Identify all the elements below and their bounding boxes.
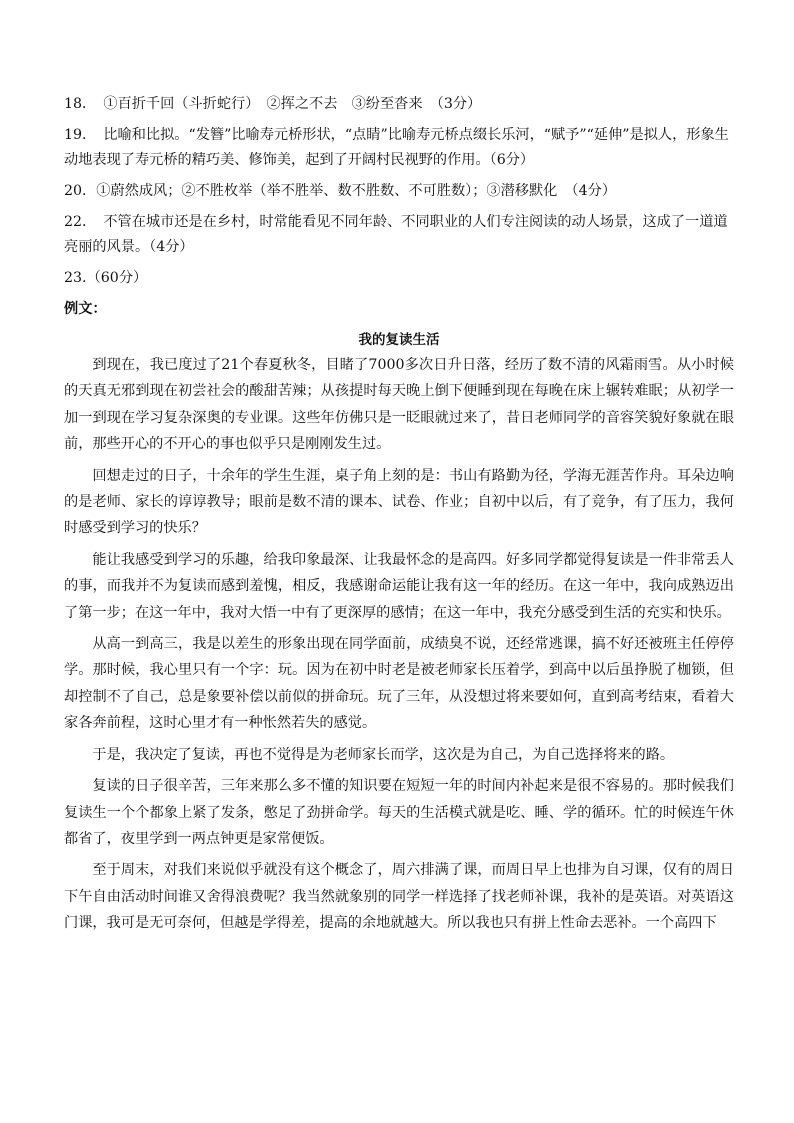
answer-number: 23. (64, 270, 87, 286)
answer-text: ①百折千回（斗折蛇行） ②挥之不去 ③纷至沓来 （3分） (103, 96, 482, 112)
answer-text: 不管在城市还是在乡村，时常能看见不同年龄、不同职业的人们专注阅读的动人场景，这成了一道道亮丽的风景。（4分） (64, 214, 728, 255)
answer-text: ①蔚然成风；②不胜枚举（举不胜举、数不胜数、不可胜数）；③潜移默化 （4分） (96, 183, 617, 199)
answer-text: 比喻和比拟。“发簪”比喻寿元桥形状，“点睛”比喻寿元桥点缀长乐河，“赋予”“延伸”是拟人，形象生动地表现了寿元桥的精巧美、修饰美，起到了开阔村民视野的作用。（6分） (64, 127, 729, 168)
answer-number: 18． (64, 96, 90, 112)
essay-paragraph: 到现在，我已度过了21个春夏秋冬，目睹了7000多次日升日落，经历了数不清的风霜雨雪。从小时候的天真无邪到现在初尝社会的酸甜苦辣；从孩提时每天晚上倒下便睡到现在每晚在床上辗转难眠；从初学一加一到现在学习复杂深奥的专业课。这些年仿佛只是一眨眼就过来了，昔日老师同学的音容笑貌好象就在眼前，那些开心的不开心的事也似乎只是刚刚发生过。 (64, 357, 734, 453)
answer-number: 22． (64, 214, 90, 230)
answer-23 (64, 266, 734, 291)
essay-paragraph: 复读的日子很辛苦，三年来那么多不懂的知识要在短短一年的时间内补起来是很不容易的。那时候我们复读生一个个都象上紧了发条，憋足了劲拼命学。每天的生活模式就是吃、睡、学的循环。忙的时候连午休都省了，夜里学到一两点钟更是家常便饭。 (64, 778, 734, 847)
answer-18 (64, 92, 734, 117)
answer-22 (64, 210, 734, 260)
essay-paragraph: 能让我感受到学习的乐趣，给我印象最深、让我最怀念的是高四。好多同学都觉得复读是一件非常丢人的事，而我并不为复读而感到羞愧，相反，我感谢命运能让我有这一年的经历。在这一年中，我向成熟迈出了第一步；在这一年中，我对大悟一中有了更深厚的感情；在这一年中，我充分感受到生活的充实和快乐。 (64, 551, 734, 621)
essay-paragraph: 于是，我决定了复读，再也不觉得是为老师家长而学，这次是为自己，为自己选择将来的路。 (92, 746, 675, 763)
essay-title: 我的复读生活 (358, 332, 440, 348)
answer-number: 19． (64, 127, 90, 143)
document-body (64, 92, 734, 942)
answer-19 (64, 123, 734, 173)
essay-paragraph: 回想走过的日子，十余年的学生生涯，桌子角上刻的是：书山有路勤为径，学海无涯苦作舟。耳朵边响的是老师、家长的谆谆教导；眼前是数不清的课本、试卷、作业；自初中以后，有了竞争，有了压力，我何时感受到学习的快乐？ (64, 467, 734, 537)
example-label: 例文： (64, 301, 107, 317)
answer-20 (64, 179, 734, 204)
essay-paragraph: 至于周末，对我们来说似乎就没有这个概念了，周六排满了课，而周日早上也排为自习课，仅有的周日下午自由活动时间谁又舍得浪费呢？我当然就象别的同学一样选择了找老师补课，我补的是英语。对英语这门课，我可是无可奈何，但越是学得差，提高的余地就越大。所以我也只有拼上性命去恶补。一个高四下 (64, 862, 734, 932)
essay-paragraph: 从高一到高三，我是以差生的形象出现在同学面前，成绩臭不说，还经常逃课，搞不好还被班主任停停学。那时候，我心里只有一个字：玩。因为在初中时老是被老师家长压着学，到高中以后虽挣脱了枷锁，但却控制不了自己，总是象要补偿以前似的拼命玩。玩了三年，从没想过将来要如何，直到高考结束，看着大家各奔前程，这时心里才有一种怅然若失的感觉。 (64, 636, 734, 732)
answer-text: （60分） (86, 270, 148, 286)
answer-number: 20． (64, 183, 97, 199)
